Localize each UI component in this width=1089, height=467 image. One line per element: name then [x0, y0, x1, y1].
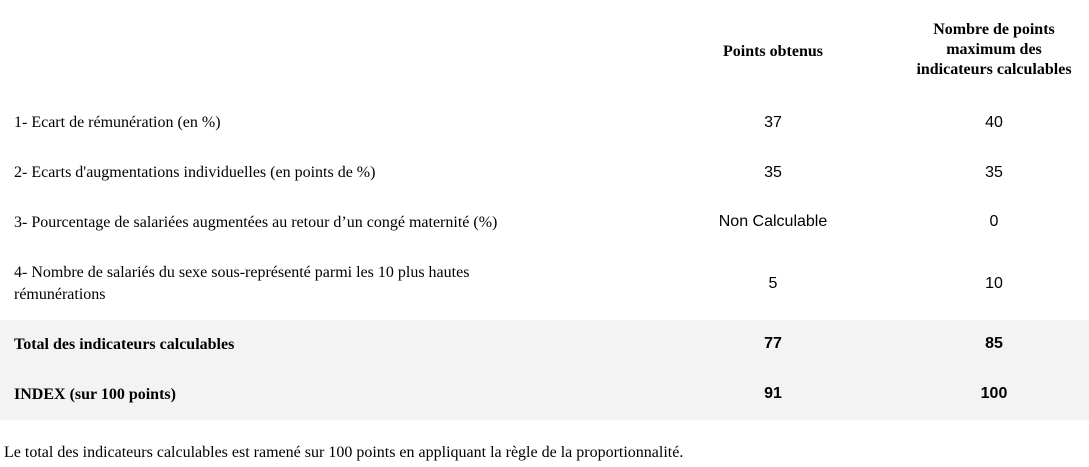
header-points-maximum-line1: Nombre de points [933, 21, 1055, 38]
table-row-hautes-remunerations [0, 260, 1089, 310]
row-label: INDEX (sur 100 points) [14, 386, 176, 403]
row-points-obtenus: 35 [764, 164, 782, 181]
row-points-maximum: 100 [980, 385, 1008, 402]
header-points-maximum-line2: maximum des [946, 41, 1042, 58]
row-points-obtenus: Non Calculable [718, 213, 828, 230]
row-label: 1- Ecart de rémunération (en %) [14, 114, 221, 131]
row-label: 2- Ecarts d'augmentations individuelles (en points de %) [14, 164, 376, 181]
row-points-obtenus: 77 [764, 335, 782, 352]
row-points-maximum: 35 [985, 164, 1003, 181]
table-row-index [0, 368, 1089, 420]
row-points-obtenus: 91 [764, 385, 782, 402]
header-points-maximum [892, 20, 1089, 80]
table-row-total [0, 320, 1089, 368]
table-row-remuneration [0, 110, 1089, 136]
row-label-line2: rémunérations [14, 286, 106, 303]
header-points-maximum-line3: indicateurs calculables [916, 61, 1072, 78]
row-points-maximum: 40 [985, 114, 1003, 131]
row-label [14, 262, 469, 306]
row-points-obtenus: 5 [768, 275, 778, 292]
table-row-conge-maternite [0, 210, 1089, 236]
row-label: 3- Pourcentage de salariées augmentées au retour d’un congé maternité (%) [14, 214, 498, 231]
row-points-maximum: 85 [985, 335, 1003, 352]
table-row-augmentations [0, 160, 1089, 186]
row-label: Total des indicateurs calculables [14, 336, 235, 353]
row-label-line1: 4- Nombre de salariés du sexe sous-représenté parmi les 10 plus hautes [14, 264, 470, 281]
footnote: Le total des indicateurs calculables est ramené sur 100 points en appliquant la règle de la proportionnalité. [4, 444, 684, 461]
row-points-maximum: 10 [985, 275, 1003, 292]
row-points-obtenus: 37 [764, 114, 782, 131]
row-points-maximum: 0 [989, 213, 999, 230]
header-points-obtenus: Points obtenus [722, 43, 824, 60]
